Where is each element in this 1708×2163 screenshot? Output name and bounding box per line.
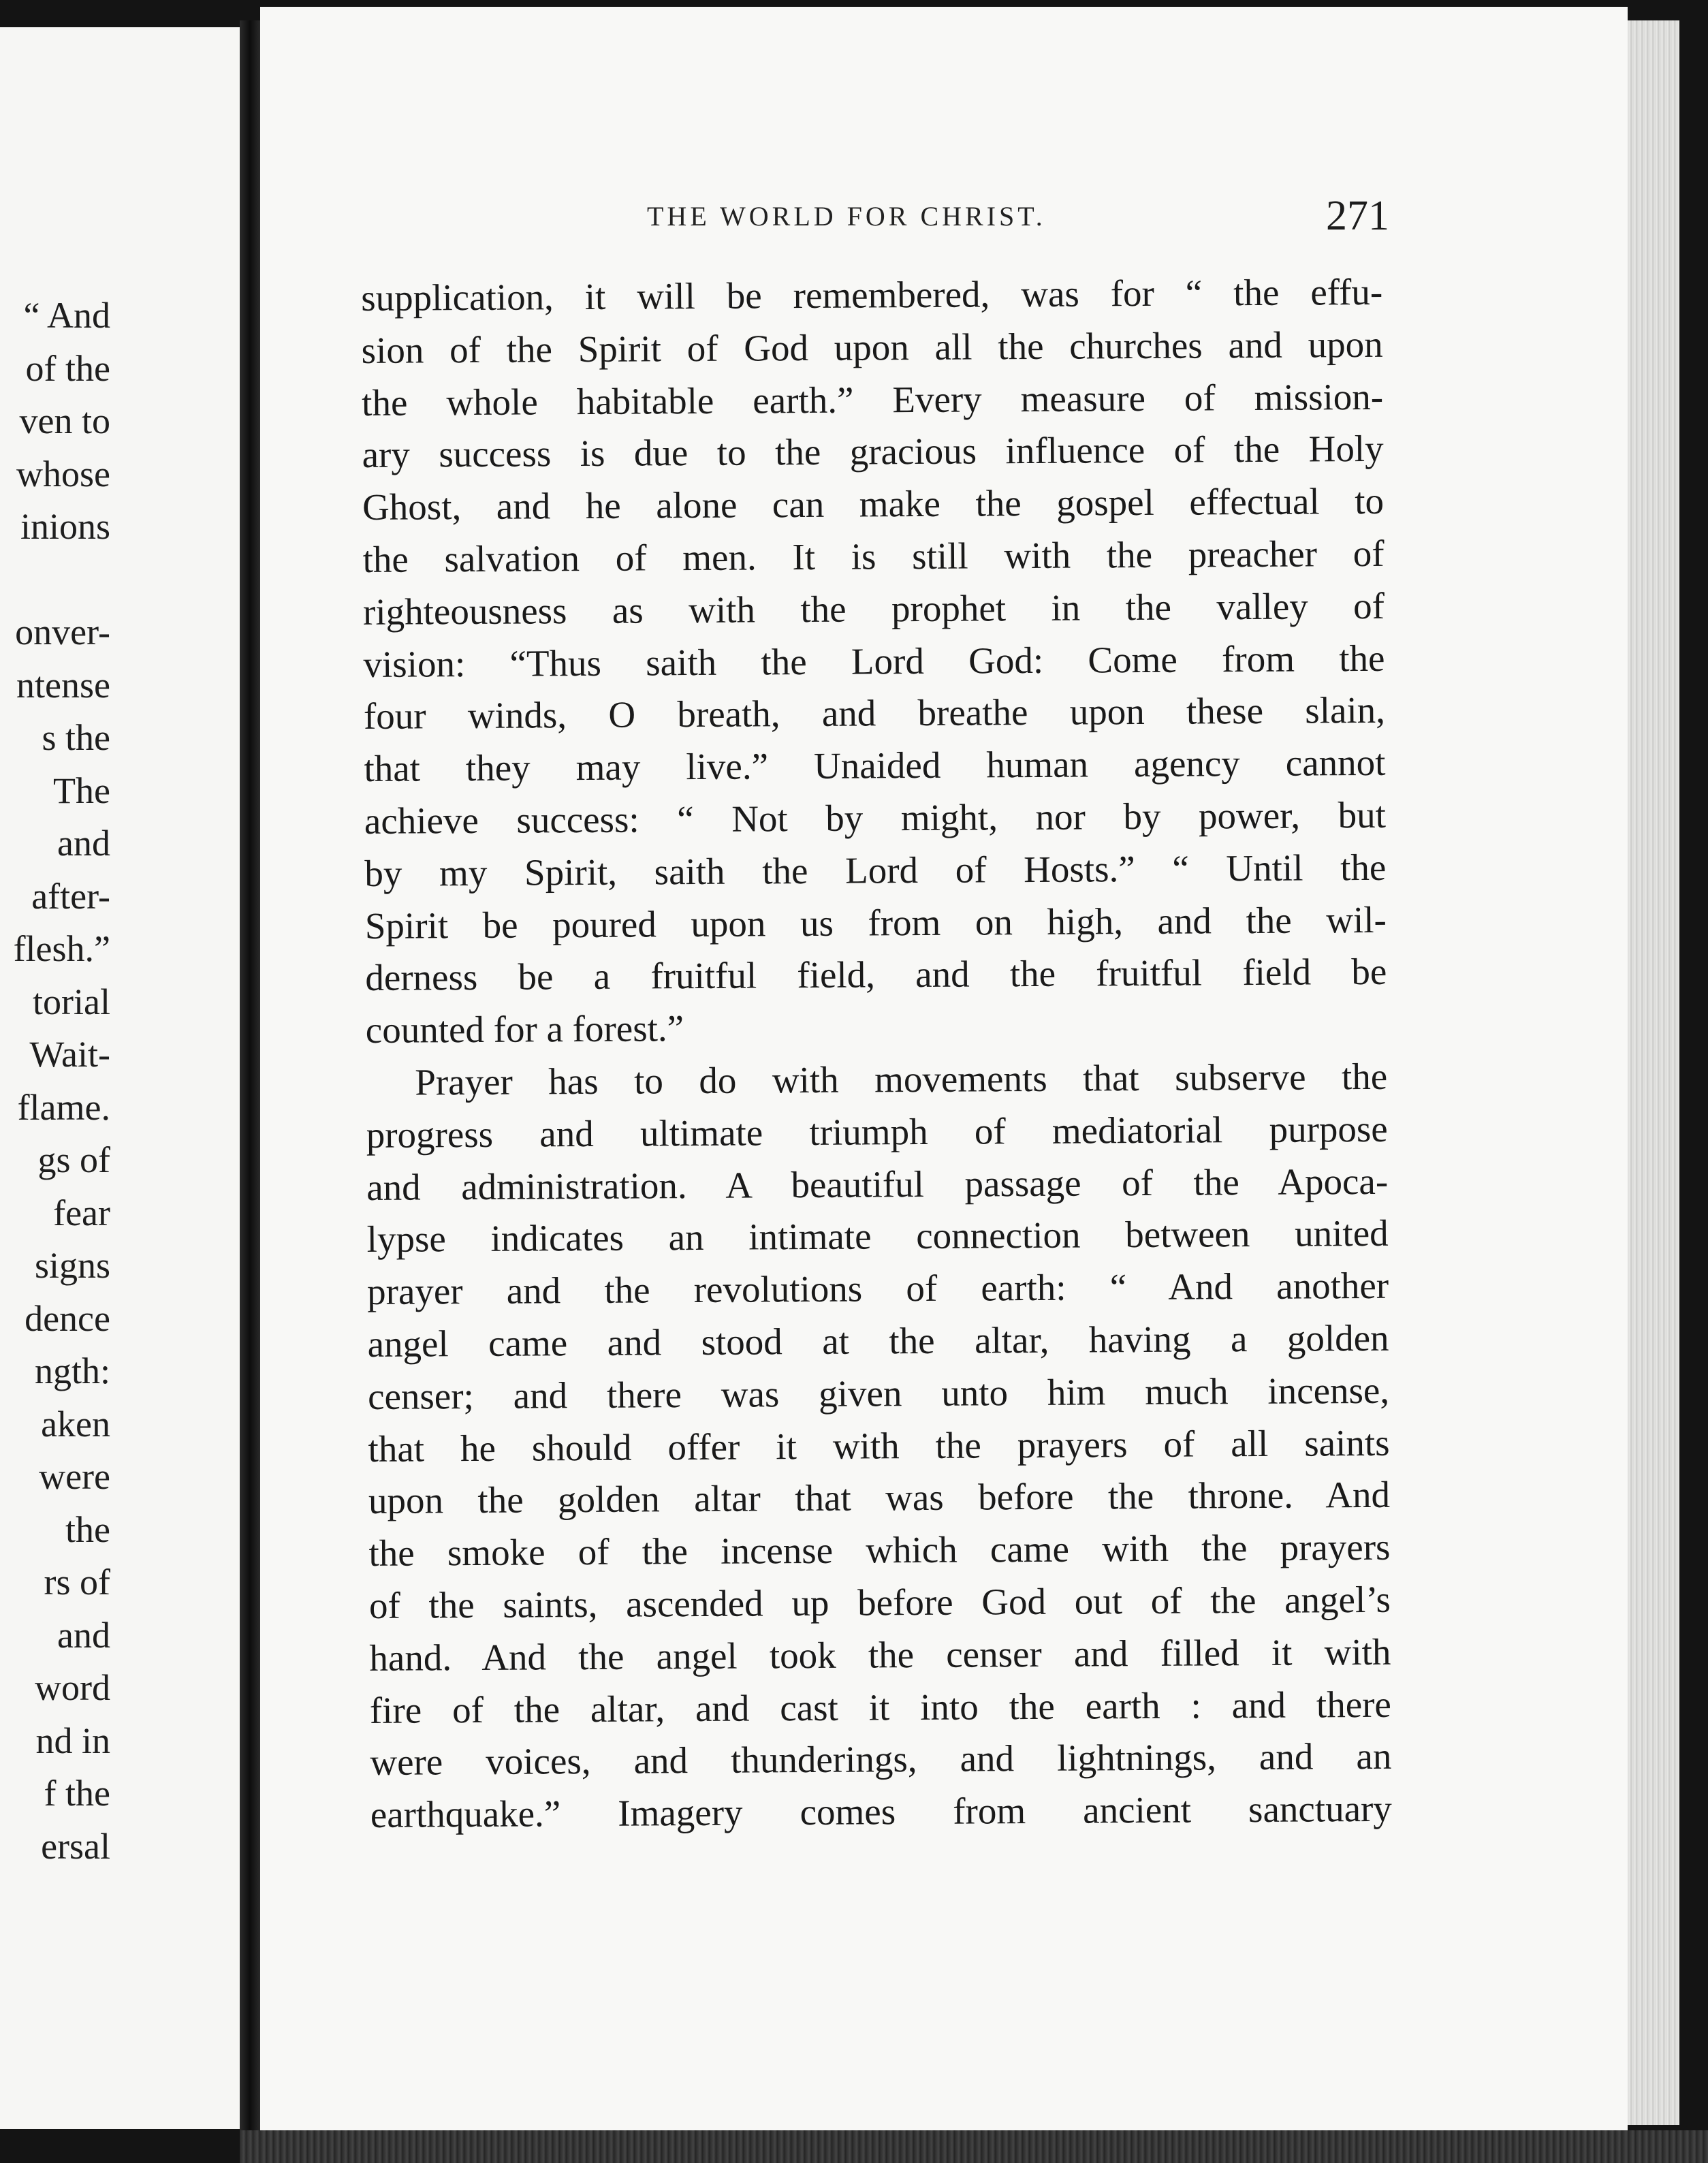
text-line: derness be a fruitful field, and the fruitful field be [365,951,1387,999]
text-line: upon the golden altar that was before the throne. And [368,1474,1391,1522]
text-line: prayer and the revolutions of earth: “ And another [366,1264,1389,1313]
text-line: the smoke of the incense which came with the prayers [368,1526,1391,1575]
text-line: supplication, it will be remembered, was for “ the effu- [361,270,1383,319]
left-page-line: torial [33,981,110,1022]
left-page-line: aken [41,1403,110,1444]
text-line: earthquake.” Imagery comes from ancient sanctuary [370,1787,1392,1836]
left-page-line: s the [42,717,110,758]
text-line: by my Spirit, saith the Lord of Hosts.” “ Until the [364,846,1387,894]
left-page-line: and [57,1614,110,1656]
left-page-line: fear [53,1192,110,1233]
text-line: censer; and there was given unto him much incense, [367,1369,1390,1417]
running-head [388,193,1389,245]
left-page-line: and [57,823,110,864]
left-page-line: gs of [37,1139,110,1180]
text-line: four winds, O breath, and breathe upon these slain, [363,689,1386,738]
left-page-line: “ And [23,295,110,336]
text-line: hand. And the angel took the censer and filled it with [369,1630,1391,1679]
page-number: 271 [1326,193,1389,239]
text-line: achieve success: “ Not by might, nor by power, but [364,793,1387,842]
text-line: righteousness as with the prophet in the valley of [362,584,1385,633]
text-line: and administration. A beautiful passage of the Apoca- [366,1160,1389,1208]
text-line: lypse indicates an intimate connection between united [366,1212,1389,1261]
text-line: that he should offer it with the prayers of all saints [368,1421,1390,1470]
left-page-line: after- [31,875,110,917]
left-page-text [0,289,110,1873]
left-page-line: flesh.” [13,928,110,969]
text-line: were voices, and thunderings, and lightnings, and an [370,1735,1392,1784]
left-page-line: signs [34,1245,110,1286]
left-page-line: onver- [15,612,110,652]
text-line: progress and ultimate triumph of mediatorial purpose [366,1107,1388,1156]
left-page-line: Wait- [29,1034,110,1075]
text-line: counted for a forest.” [365,1007,684,1052]
left-facing-page [0,27,240,2129]
paragraph-2 [366,1051,1392,1842]
text-line: vision: “Thus saith the Lord God: Come from the [363,637,1385,685]
left-page-line: ngth: [34,1351,110,1391]
left-page-line: whose [16,453,110,494]
left-page-line: The [53,770,110,811]
text-line: the whole habitable earth.” Every measure of mission- [361,375,1384,424]
text-line: Prayer has to do with movements that subserve the [415,1055,1388,1103]
left-page-line: ntense [16,664,110,706]
body-text [361,266,1392,1842]
page-edges [1628,20,1679,2125]
left-page-line: inions [20,506,110,547]
text-line: the salvation of men. It is still with the preacher of [362,532,1385,580]
bottom-edge [240,2130,1708,2163]
left-page-line: nd in [35,1720,110,1761]
left-page-line: the [65,1509,110,1550]
text-line: fire of the altar, and cast it into the earth : and there [369,1683,1392,1731]
left-page-line: flame. [17,1086,110,1128]
left-page-line [0,554,110,607]
text-line: Spirit be poured upon us from on high, and the wil- [364,898,1387,947]
book-gutter [240,20,260,2138]
left-page-line: ven to [19,400,110,441]
paragraph-1 [361,266,1387,1057]
text-line: Ghost, and he alone can make the gospel effectual to [362,480,1385,528]
text-line: sion of the Spirit of God upon all the churches and upon [361,323,1383,371]
left-page-line: of the [25,347,110,389]
text-line: of the saints, ascended up before God out of the angel’s [368,1578,1391,1626]
left-page-line: dence [25,1297,110,1339]
text-line: ary success is due to the gracious influence of the Holy [362,428,1384,476]
left-page-line: rs of [44,1562,110,1602]
left-page-line: ersal [41,1825,110,1867]
left-page-line: word [35,1667,110,1708]
running-head-title: THE WORLD FOR CHRIST. [647,201,1046,232]
text-line: that they may live.” Unaided human agency cannot [364,741,1386,790]
left-page-line: were [39,1456,110,1497]
left-page-line: f the [44,1773,110,1814]
text-line: angel came and stood at the altar, having a golden [367,1316,1389,1365]
